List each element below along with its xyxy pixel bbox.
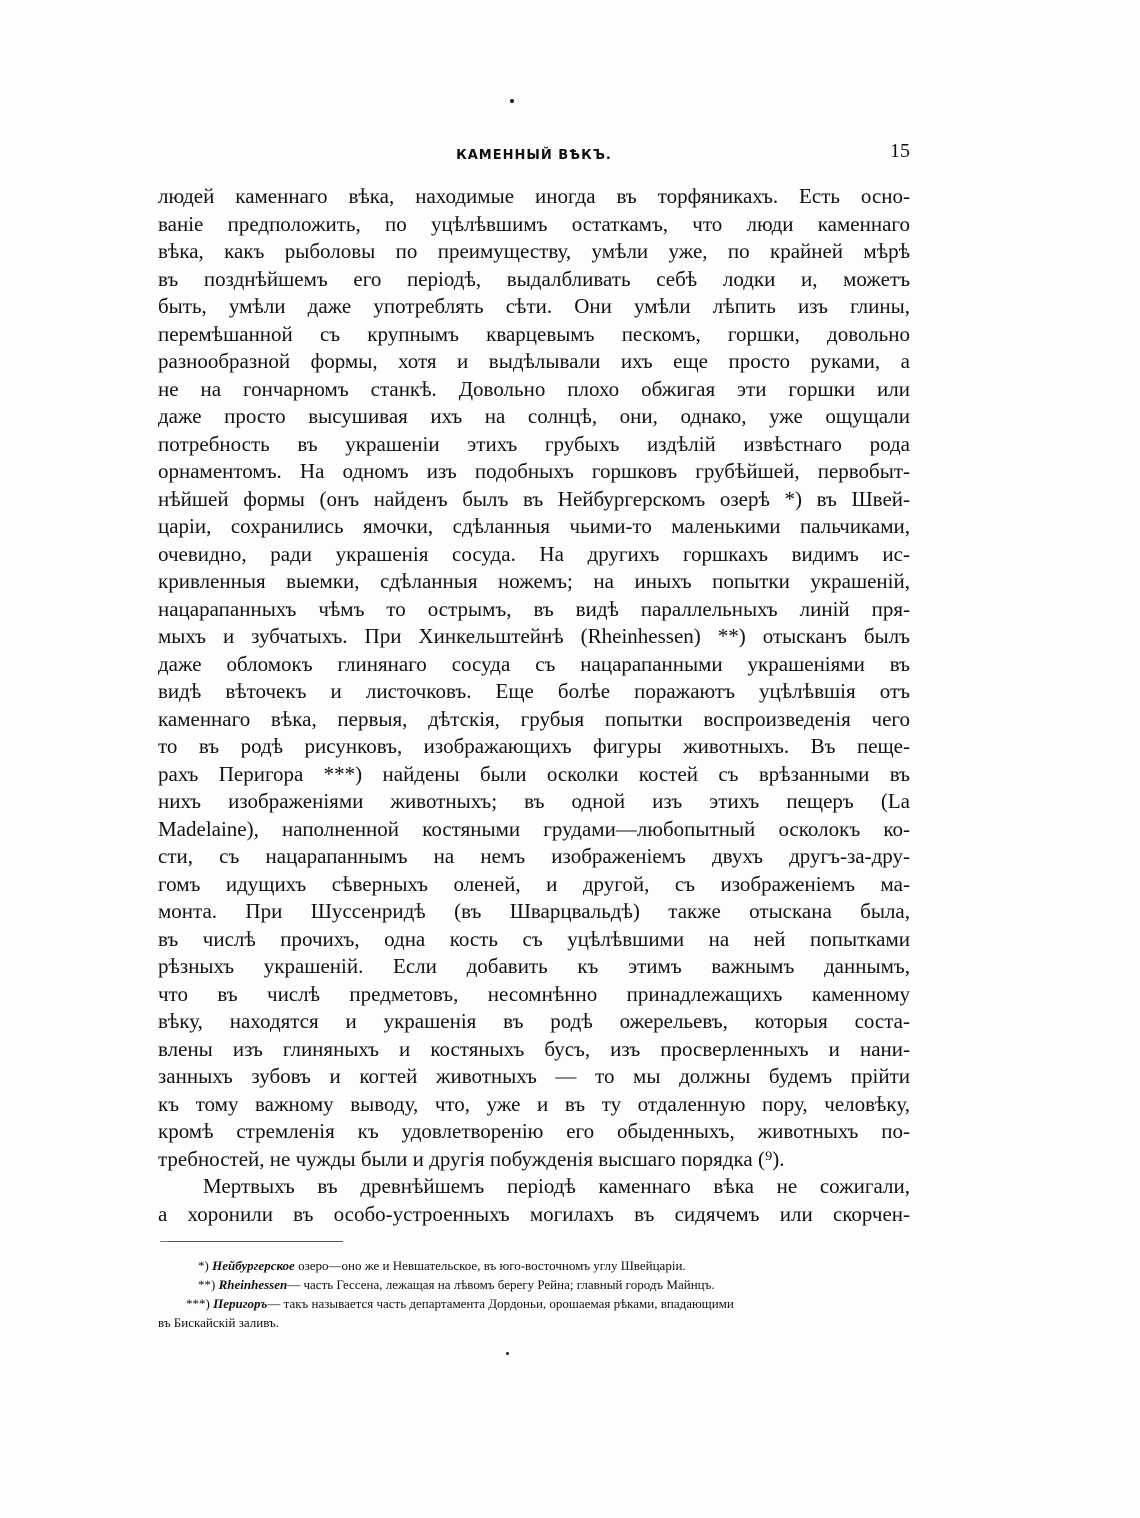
footnote-mark: *) <box>198 1258 209 1273</box>
page-header <box>158 140 910 170</box>
text-line: Madelaine), наполненной костяными грудами—любопытный осколокъ ко- <box>158 816 910 841</box>
footnote <box>158 1256 910 1275</box>
text-line: вѣку, находятся и украшенія въ родѣ ожерельевъ, которыя соста- <box>158 1009 910 1033</box>
footnote-text: — часть Гессена, лежащая на лѣвомъ берегу Рейна; главный городъ Майнцъ. <box>287 1277 715 1292</box>
text-line: нихъ изображеніями животныхъ; въ одной изъ этихъ пещеръ (La <box>158 789 910 813</box>
text-line: гомъ идущихъ сѣверныхъ оленей, и другой, съ изображеніемъ ма- <box>158 871 910 896</box>
text-line: видѣ вѣточекъ и листочковъ. Еще болѣе поражаютъ уцѣлѣвшія отъ <box>158 679 910 703</box>
text-line: очевидно, ради украшенія сосуда. На другихъ горшкахъ видимъ ис- <box>158 541 910 566</box>
text-line: нацарапанныхъ чѣмъ то острымъ, въ видѣ параллельныхъ линій пря- <box>158 596 910 621</box>
footnote <box>158 1294 910 1313</box>
text-line: даже обломокъ глинянаго сосуда съ нацарапанными украшеніями въ <box>158 651 910 676</box>
footnote-term: Rheinhessen <box>218 1277 288 1292</box>
text-line: что въ числѣ предметовъ, несомнѣнно принадлежащихъ каменному <box>158 981 910 1006</box>
page-number: 15 <box>890 140 910 162</box>
text-line: ваніе предположить, по уцѣлѣвшимъ остаткамъ, что люди каменнаго <box>158 211 910 236</box>
footnote-term: Нейбургерское <box>212 1258 295 1273</box>
text-line: нѣйшей формы (онъ найденъ былъ въ Нейбургерскомъ озерѣ *) въ Швей- <box>158 486 910 511</box>
text-line: кромѣ стремленія къ удовлетворенію его обыденныхъ, животныхъ по- <box>158 1119 910 1143</box>
footnote-term: Перигоръ <box>213 1296 268 1311</box>
text-line: сти, съ нацарапаннымъ на немъ изображеніемъ двухъ другъ-за-дру- <box>158 844 910 868</box>
text-line: а хоронили въ особо-устроенныхъ могилахъ въ сидячемъ или скорчен- <box>158 1201 910 1226</box>
footnote <box>158 1275 910 1294</box>
text-line: потребность въ украшеніи этихъ грубыхъ издѣлій извѣстнаго рода <box>158 431 910 456</box>
text-line: перемѣшанной съ крупнымъ кварцевымъ пескомъ, горшки, довольно <box>158 321 910 346</box>
text-line: вѣка, какъ рыболовы по преимуществу, умѣли уже, по крайней мѣрѣ <box>158 239 910 263</box>
footnotes <box>158 1256 910 1332</box>
text-line: быть, умѣли даже употреблять сѣти. Они умѣли лѣпить изъ глины, <box>158 294 910 318</box>
footnote-continuation: въ Бискайскій заливъ. <box>158 1315 279 1330</box>
text-line: къ тому важному выводу, что, уже и въ ту отдаленную пору, человѣку, <box>158 1091 910 1116</box>
text-line: рѣзныхъ украшеній. Если добавить къ этимъ важнымъ даннымъ, <box>158 954 910 978</box>
text-line: занныхъ зубовъ и когтей животныхъ — то мы должны будемъ прійти <box>158 1064 910 1088</box>
text-line: рахъ Перигора ***) найдены были осколки костей съ врѣзанными въ <box>158 761 910 786</box>
text-line: монта. При Шуссенридѣ (въ Шварцвальдѣ) также отыскана была, <box>158 899 910 923</box>
text-line: даже просто высушивая ихъ на солнцѣ, они, однако, уже ощущали <box>158 404 910 428</box>
text-line: мыхъ и зубчатыхъ. При Хинкельштейнѣ (Rheinhessen) **) отысканъ былъ <box>158 624 910 648</box>
text-line: орнаментомъ. На одномъ изъ подобныхъ горшковъ грубѣйшей, первобыт- <box>158 459 910 483</box>
footnote-divider <box>168 1241 343 1242</box>
text-line: людей каменнаго вѣка, находимые иногда въ торфяникахъ. Есть осно- <box>158 184 910 208</box>
footnote-mark: **) <box>198 1277 216 1292</box>
main-text <box>158 183 910 1228</box>
text-line: влены изъ глиняныхъ и костяныхъ бусъ, изъ просверленныхъ и нани- <box>158 1036 910 1061</box>
text-line: въ числѣ прочихъ, одна кость съ уцѣлѣвшими на ней попытками <box>158 926 910 951</box>
text-line: то въ родѣ рисунковъ, изображающихъ фигуры животныхъ. Въ пеще- <box>158 734 910 758</box>
footnote-mark: ***) <box>186 1296 210 1311</box>
text-line: кривленныя выемки, сдѣланныя ножемъ; на иныхъ попытки украшеній, <box>158 569 910 593</box>
running-title: КАМЕННЫЙ ВѢКЪ. <box>456 148 612 163</box>
paragraph-start-line: Мертвыхъ въ древнѣйшемъ періодѣ каменнаго вѣка не сожигали, <box>203 1174 910 1198</box>
text-line: въ позднѣйшемъ его періодѣ, выдалбливать себѣ лодки и, можетъ <box>158 266 910 291</box>
footnote-text: — такъ называется часть департамента Дордоньи, орошаемая рѣками, впадающими <box>267 1296 734 1311</box>
ink-speck <box>510 99 514 103</box>
text-line: каменнаго вѣка, первыя, дѣтскія, грубыя попытки воспроизведенія чего <box>158 706 910 731</box>
ink-speck <box>506 1352 509 1355</box>
text-line: царіи, сохранились ямочки, сдѣланныя чьими-то маленькими пальчиками, <box>158 514 910 538</box>
footnote-text: озеро—оно же и Невшательское, въ юго-восточномъ углу Швейцаріи. <box>294 1258 686 1273</box>
text-line: не на гончарномъ станкѣ. Довольно плохо обжигая эти горшки или <box>158 376 910 401</box>
text-line: требностей, не чужды были и другія побужденія высшаго порядка (⁹). <box>158 1146 785 1171</box>
text-line: разнообразной формы, хотя и выдѣлывали ихъ еще просто руками, а <box>158 349 910 373</box>
